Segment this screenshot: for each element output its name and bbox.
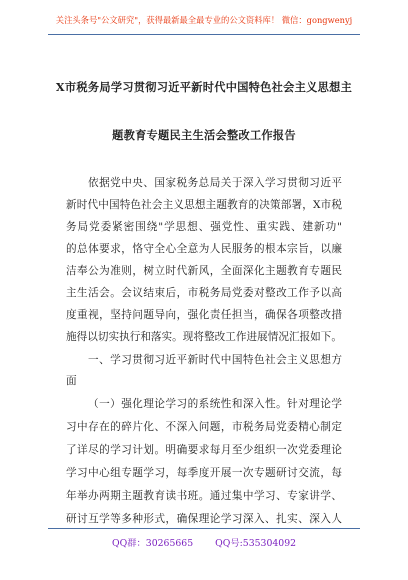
body-line: 了详尽的学习计划。明确要求每月至少组织一次党委理论 (66, 444, 342, 456)
footer-qq-group: QQ群：30265665 (111, 538, 194, 549)
body-line: 依据党中央、国家税务总局关于深入学习贯彻习近平 (88, 177, 342, 189)
document-title-line-2: 题教育专题民主生活会整改工作报告 (112, 128, 296, 142)
section-heading-line: 一、学习贯彻习近平新时代中国特色社会主义思想方 (88, 354, 342, 366)
footer-qq-number: QQ号:535304092 (215, 538, 297, 549)
body-line: 年举办两期主题教育读书班。通过集中学习、专家讲学、 (66, 490, 342, 502)
document-title-line-1: X市税务局学习贯彻习近平新时代中国特色社会主义思想主 (55, 80, 353, 94)
body-line: 洁奉公为准则，树立时代新风，全面深化主题教育专题民 (66, 265, 342, 277)
header-banner: 关注头条号"公文研究"，获得最新最全最专业的公文资料库！ 微信：gongwenyj (55, 15, 353, 25)
body-line: 学习中心组专题学习，每季度开展一次专题研讨交流，每 (66, 467, 342, 479)
body-line: 务局党委紧密围绕"学思想、强党性、重实践、建新功" (66, 221, 342, 233)
section-heading-line: 面 (66, 375, 77, 387)
footer-rule (48, 528, 360, 529)
body-line: 新时代中国特色社会主义思想主题教育的决策部署，X市税 (66, 199, 342, 211)
body-line: 习中存在的碎片化、不深入问题，市税务局党委精心制定 (66, 421, 342, 433)
body-line: 施得以切实执行和落实。现将整改工作进展情况汇报如下。 (66, 331, 342, 343)
body-line: 主生活会。会议结束后，市税务局党委对整改工作予以高 (66, 287, 342, 299)
body-line: 研讨互学等多种形式，确保理论学习深入、扎实、深入人 (66, 513, 342, 525)
footer-contact (0, 535, 408, 549)
body-line: （一）强化理论学习的系统性和深入性。针对理论学 (88, 398, 342, 410)
body-line: 度重视，坚持问题导向，强化责任担当，确保各项整改措 (66, 309, 342, 321)
header-rule (48, 34, 360, 35)
body-line: 的总体要求，恪守全心全意为人民服务的根本宗旨，以廉 (66, 243, 342, 255)
